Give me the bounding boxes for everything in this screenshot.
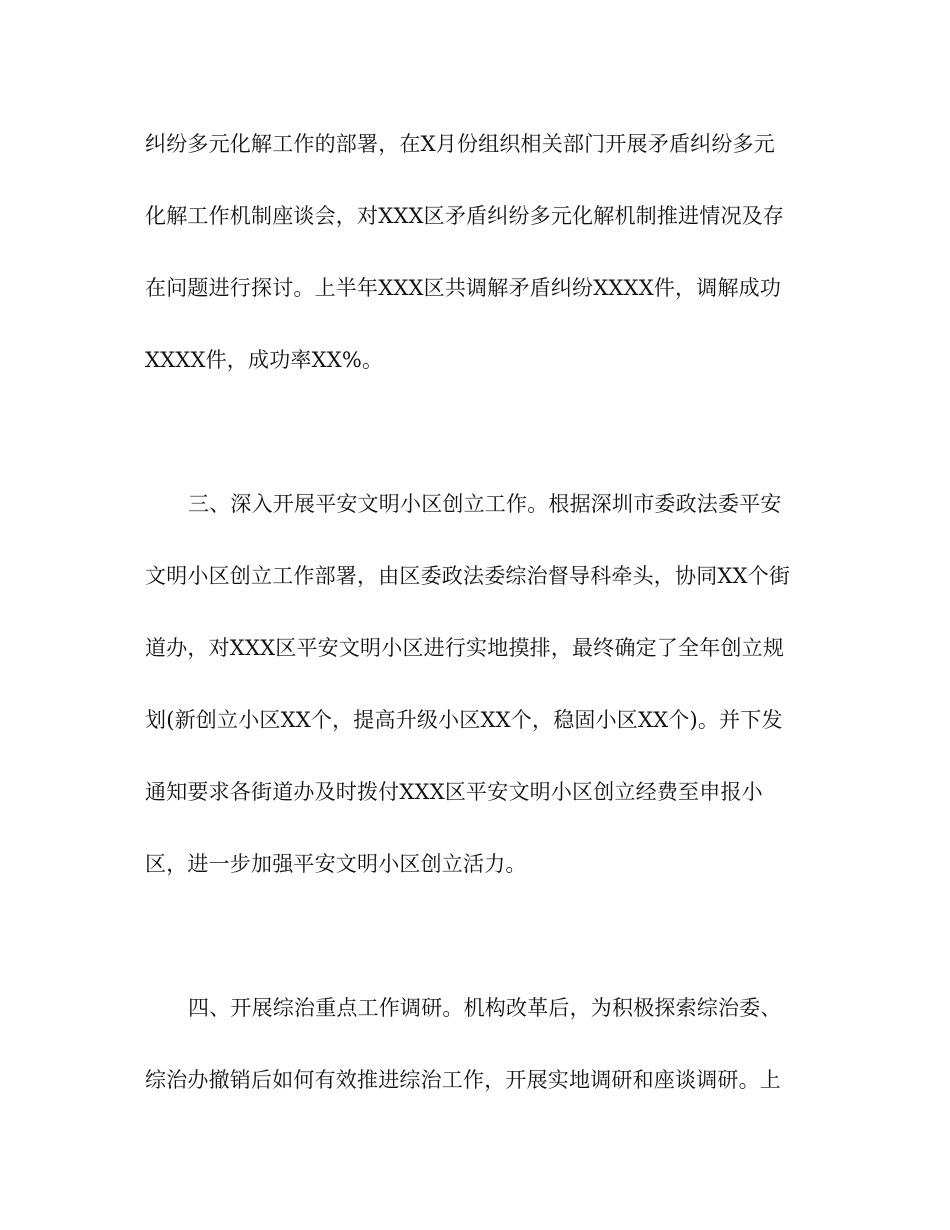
paragraph-2-line-6: 区，进一步加强平安文明小区创立活力。 bbox=[145, 852, 527, 876]
paragraph-2-line-5: 通知要求各街道办及时拨付XXX区平安文明小区创立经费至申报小 bbox=[145, 780, 763, 804]
paragraph-2-line-2: 文明小区创立工作部署，由区委政法委综治督导科牵头，协同XX个街 bbox=[145, 564, 791, 588]
paragraph-3-line-1: 四、开展综治重点工作调研。机构改革后，为积极探索综治委、 bbox=[188, 996, 782, 1020]
paragraph-1-line-4: XXXX件，成功率XX%。 bbox=[145, 348, 384, 372]
paragraph-2-line-4: 划(新创立小区XX个，提高升级小区XX个，稳固小区XX个)。并下发 bbox=[145, 708, 783, 732]
paragraph-2-line-3: 道办，对XXX区平安文明小区进行实地摸排，最终确定了全年创立规 bbox=[145, 636, 785, 660]
paragraph-1-line-2: 化解工作机制座谈会，对XXX区矛盾纠纷多元化解机制推进情况及存 bbox=[145, 204, 785, 228]
paragraph-1-line-1: 纠纷多元化解工作的部署，在X月份组织相关部门开展矛盾纠纷多元 bbox=[145, 132, 775, 156]
paragraph-3-line-2: 综治办撤销后如何有效推进综治工作，开展实地调研和座谈调研。上 bbox=[145, 1068, 781, 1092]
paragraph-2-line-1: 三、深入开展平安文明小区创立工作。根据深圳市委政法委平安 bbox=[188, 492, 782, 516]
paragraph-1-line-3: 在问题进行探讨。上半年XXX区共调解矛盾纠纷XXXX件，调解成功 bbox=[145, 276, 782, 300]
